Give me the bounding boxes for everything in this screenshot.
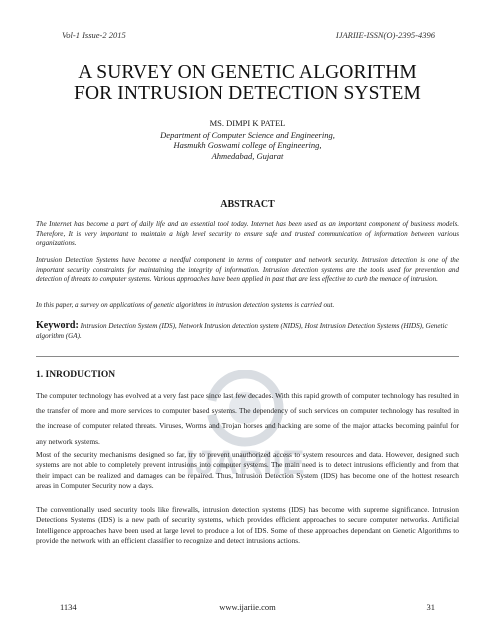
footer-page-total: 1134	[60, 602, 77, 612]
keywords-label: Keyword:	[36, 320, 79, 331]
affiliation-line-2: Hasmukh Goswami college of Engineering,	[173, 140, 322, 150]
affiliation-line-3: Ahmedabad, Gujarat	[211, 150, 284, 161]
abstract-heading: ABSTRACT	[220, 199, 275, 210]
footer-website: www.ijariie.com	[219, 602, 276, 612]
introduction-paragraph-1: The computer technology has evolved at a very fast pace since last few decades. With this rapid growth of computer technology has resulted in the transfer of more and more services to computer based systems. The dependency of such services on computer technology has resulted in the increase of computer related threats. Viruses, Worms and Trojan horses and hacking are some of the major attacks becoming painful for any network systems.	[36, 391, 459, 446]
introduction-paragraph-3: The conventionally used security tools like firewalls, intrusion detection systems (IDS) has become with supreme significance. Intrusion Detections Systems (IDS) is a new path of security systems, which provides efficient approaches to secure computer networks. Artificial Intelligence approaches have been used at large level to produce a lot of IDS. Some of these approaches dependant on Genetic Algorithms to provide the network with an efficient classifier to recognize and detect intrusions actions.	[36, 505, 459, 545]
keywords-text: Intrusion Detection System (IDS), Network Intrusion detection system (NIDS), Host Intrusion Detection Systems (HIDS), Genetic algorithm (GA).	[36, 322, 448, 340]
paper-title-line-2: FOR INTRUSION DETECTION SYSTEM	[74, 83, 421, 104]
footer-page-number: 31	[426, 602, 435, 612]
abstract-paragraph-1: The Internet has become a part of daily life and an essential tool today. Internet has been used as an important component of business models. Therefore, It is very important to maintain a high level security to ensure safe and trusted communication of information between various organizations.	[36, 220, 459, 248]
keywords-block	[36, 321, 459, 341]
paper-title	[30, 62, 465, 104]
abstract-paragraph-2: Intrusion Detection Systems have become a needful component in terms of computer and network security. Intrusion detection is one of the important security constraints for maintaining the integrity of information. Intrusion detection systems are the tools used for prevention and detection of threats to computer systems. Various approaches have been applied in past that are less effective to curb the menace of intrusion.	[36, 256, 459, 284]
watermark-text: IJARIIE	[185, 444, 305, 482]
journal-volume: Vol-1 Issue-2 2015	[62, 30, 126, 40]
abstract-paragraph-3: In this paper, a survey on applications of genetic algorithms in intrusion detection systems is carried out.	[36, 301, 335, 309]
author-name: MS. DIMPI K PATEL	[209, 118, 286, 128]
paper-title-line-1: A SURVEY ON GENETIC ALGORITHM	[78, 62, 417, 83]
introduction-paragraph-2: Most of the security mechanisms designed so far, try to prevent unauthorized access to system resources and data. However, designed such systems are not able to completely prevent intrusions into computer systems. The main need is to detect intrusions efficiently and from that their impact can be realized and damages can be repaired. Thus, Intrusion Detection System (IDS) has become one of the hottest research areas in Computer Security now a days.	[36, 450, 459, 490]
section-divider	[36, 356, 459, 357]
journal-issn: IJARIIE-ISSN(O)-2395-4396	[335, 30, 435, 40]
author-block	[40, 118, 455, 161]
affiliation-line-1: Department of Computer Science and Engineering,	[160, 129, 335, 140]
section-heading-introduction: 1. INRODUCTION	[36, 370, 116, 380]
